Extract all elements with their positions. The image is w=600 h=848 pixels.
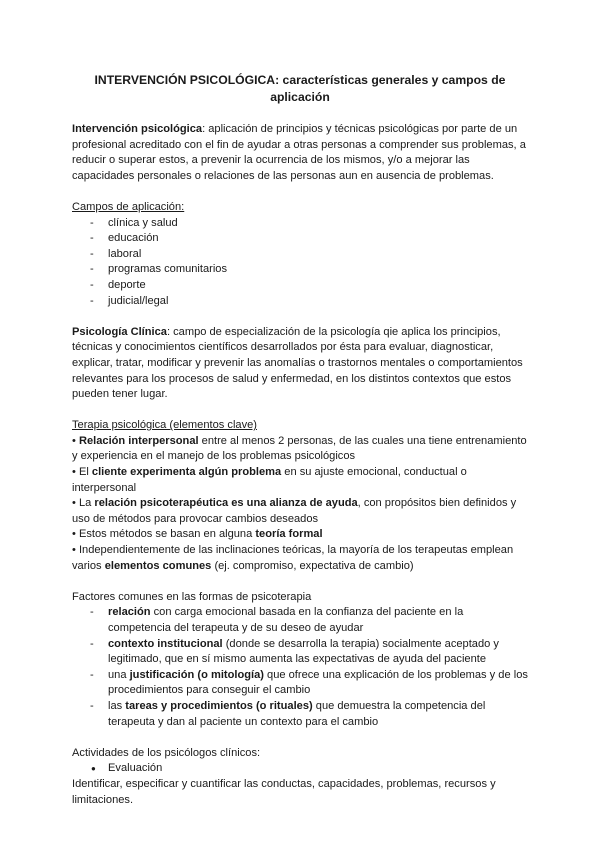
item-text: que ofrece una explicación de los problemas y de los procedimientos para conseguir el cambio xyxy=(108,668,528,697)
bullet-bold: cliente experimenta algún problema xyxy=(91,466,282,479)
bullet-bold: Relación interpersonal xyxy=(78,434,199,447)
list-item xyxy=(72,637,528,668)
bullet-text: • Estos métodos se basan en alguna xyxy=(72,528,256,541)
item-text: una xyxy=(108,668,130,681)
list-item: - laboral xyxy=(72,247,528,263)
document-page xyxy=(72,72,528,808)
intro-paragraph xyxy=(72,122,528,184)
list-item: - clínica y salud xyxy=(72,216,528,232)
terapia-bullet xyxy=(72,496,528,527)
list-item xyxy=(72,668,528,699)
bullet-bold: teoría formal xyxy=(255,528,323,541)
bullet-text: en su ajuste emocional, conductual o interpersonal xyxy=(72,466,467,494)
list-item: - programas comunitarios xyxy=(72,262,528,278)
actividades-heading: Actividades de los psicólogos clínicos: xyxy=(72,746,261,759)
terapia-bullet xyxy=(72,527,528,543)
item-bold: justificación (o mitología) xyxy=(129,668,264,681)
bullet-text: • Independientemente de las inclinaciones teóricas, la mayoría de los terapeutas emplean varios xyxy=(72,544,514,572)
intro-definition: : aplicación de principios y técnicas psicológicas por parte de un profesional acreditado con el fin de ayudar a otras personas a comprender sus problemas, a reducir o superar estos, a prevenir la ocurrencia de los mismos, y/o a mejorar las capacidades personales o relaciones de las personas aun en ausencia de problemas. xyxy=(72,123,526,182)
terapia-heading: Terapia psicológica (elementos clave) xyxy=(72,419,257,432)
list-item: - judicial/legal xyxy=(72,294,528,310)
bullet-text: • La xyxy=(72,497,95,510)
campos-list xyxy=(72,216,528,310)
intro-term: Intervención psicológica xyxy=(72,123,203,135)
terapia-bullet xyxy=(72,465,528,496)
item-text: las xyxy=(108,699,126,712)
bullet-text: • El xyxy=(72,466,92,479)
clinica-definition: : campo de especialización de la psicología qie aplica los principios, técnicas y conocimientos científicos desarrollados por ésta para evaluar, diagnosticar, explicar, tratar, modificar y prevenir las anomalías o trastornos mentales o comportamientos relevantes para los procesos de salud y enfermedad, en los distintos contextos que estos pueden tener lugar. xyxy=(72,325,523,401)
item-text: con carga emocional basada en la confianza del paciente en la competencia del terapeuta y de su deseo de ayudar xyxy=(108,606,464,634)
bullet-bold: elementos comunes xyxy=(104,559,212,572)
list-item: - educación xyxy=(72,231,528,247)
bullet-text: (ej. compromiso, expectativa de cambio) xyxy=(211,559,414,572)
item-text: (donde se desarrolla la terapia) socialmente aceptado y legitimado, que en sí mismo aumenta las expectativas de ayuda del paciente xyxy=(108,637,499,666)
factores-heading: Factores comunes en las formas de psicoterapia xyxy=(72,590,312,603)
bullet-text: • xyxy=(72,434,79,447)
clinica-paragraph xyxy=(72,325,528,403)
bullet-bold: relación psicoterapéutica es una alianza de ayuda xyxy=(94,497,358,510)
document-title: INTERVENCIÓN PSICOLÓGICA: características generales y campos de aplicación xyxy=(94,73,506,104)
actividades-list xyxy=(72,761,528,777)
bullet-text: , con propósitos bien definidos y uso de métodos para provocar cambios deseados xyxy=(72,497,517,525)
terapia-bullet xyxy=(72,543,528,574)
terapia-bullet xyxy=(72,434,528,465)
item-bold: contexto institucional xyxy=(108,637,223,650)
clinica-term: Psicología Clínica xyxy=(72,325,167,338)
item-bold: relación xyxy=(108,606,151,619)
factores-list xyxy=(72,605,528,730)
evaluacion-paragraph: Identificar, especificar y cuantificar las conductas, capacidades, problemas, recursos y limitaciones. xyxy=(72,777,496,806)
campos-heading: Campos de aplicación: xyxy=(72,200,185,213)
list-item xyxy=(72,605,528,636)
item-text: que demuestra la competencia del terapeuta y dan al paciente un contexto para el cambio xyxy=(108,699,486,728)
list-item: - deporte xyxy=(72,278,528,294)
list-item: ● Evaluación xyxy=(72,761,528,777)
item-bold: tareas y procedimientos (o rituales) xyxy=(125,699,313,712)
bullet-text: entre al menos 2 personas, de las cuales una tiene entrenamiento y experiencia en el manejo de los problemas psicológicos xyxy=(72,434,527,463)
list-item xyxy=(72,699,528,730)
